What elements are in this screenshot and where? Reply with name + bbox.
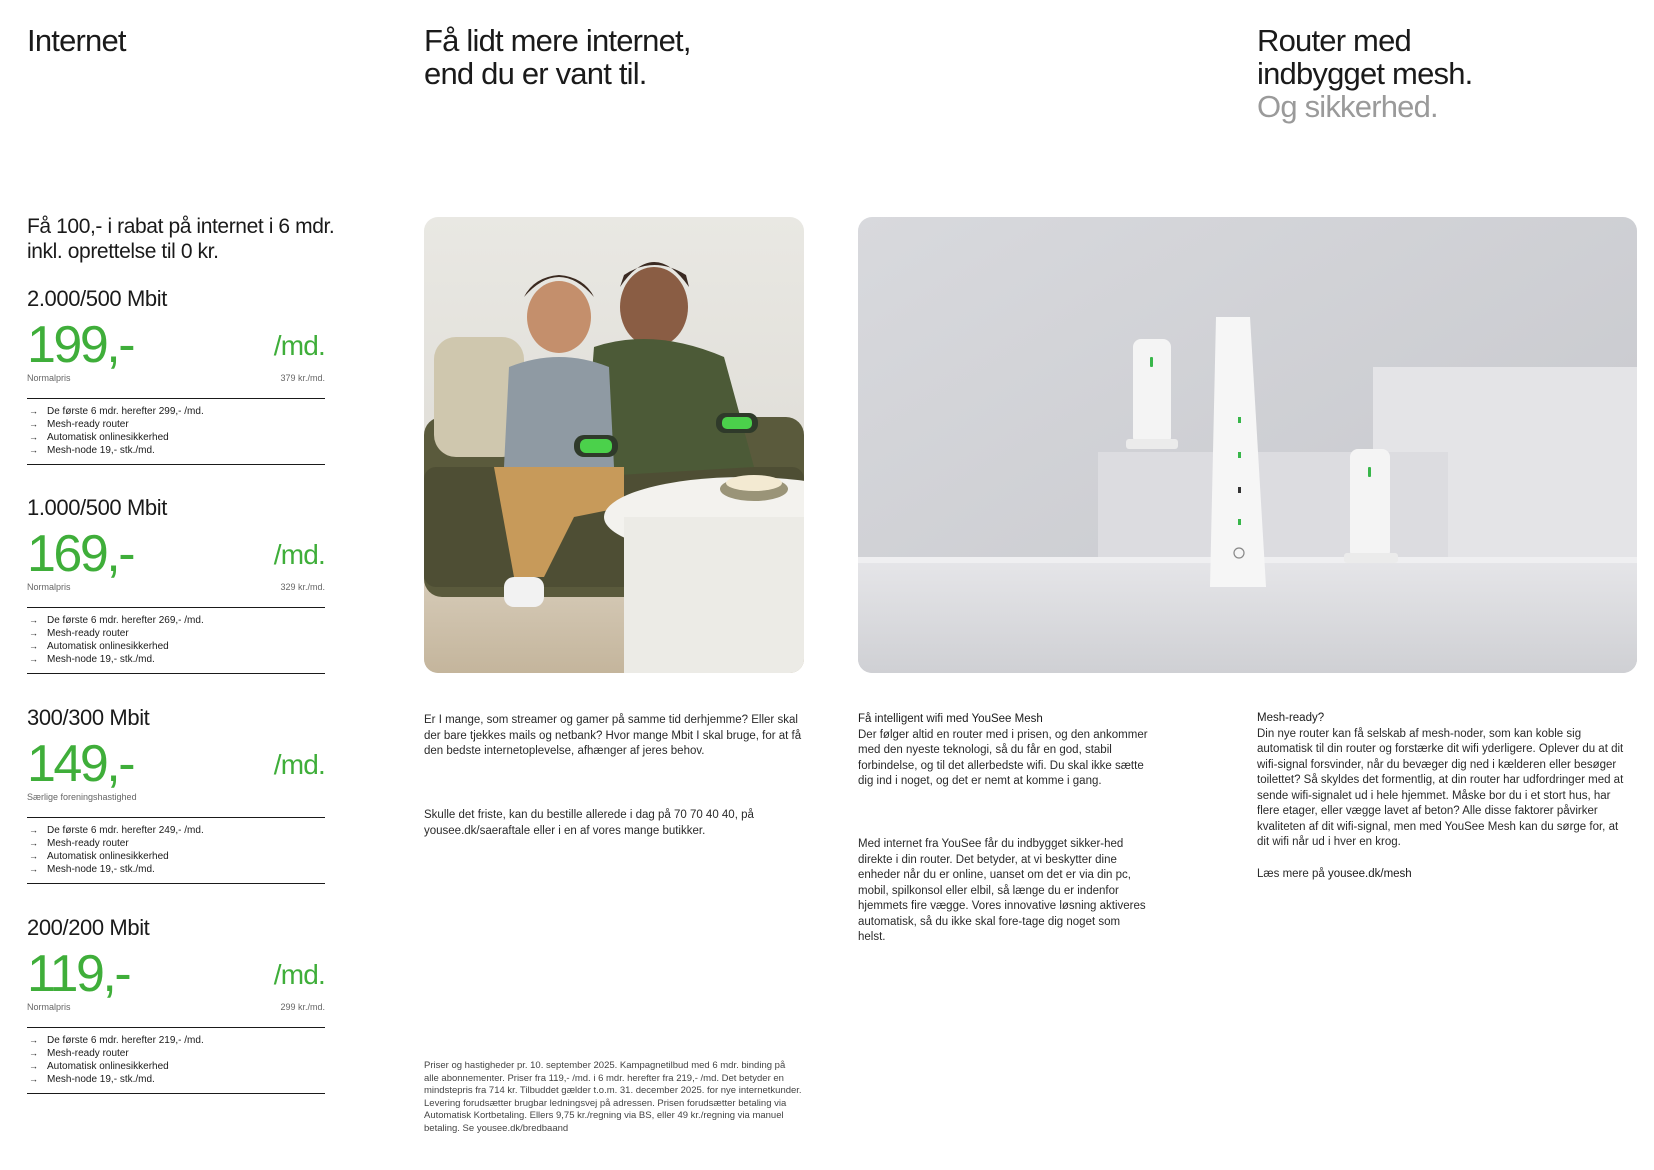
plan-card xyxy=(27,286,325,465)
plan-features xyxy=(27,1027,325,1094)
mesh-info-title: Få intelligent wifi med YouSee Mesh xyxy=(858,713,1043,725)
plan-normal-label: Særlige foreningshastighed xyxy=(27,792,137,802)
plan-feature: → Mesh-node 19,- stk./md. xyxy=(27,444,325,457)
mesh-ready-paragraph: Din nye router kan få selskab af mesh-noder, som kan koble sig automatisk til din router og forstærke dit wifi yderligere. Oplever du at dit wifi-signal forsvinder, når du bevæger dig ned i kælderen eller besøger toilettet? Så skyldes det formentlig, at din router har udfordringer med at sende wifi-signalet ud i hele hjemmet. Måske bor du i et stort hus, har flere etager, eller vægge lavet af beton? Alle disse faktorer påvirker kvaliteten af dit wifi-signal, men med YouSee Mesh kan du sørge for, at dit wifi når ud i hver en krog. xyxy=(1257,727,1624,848)
plan-feature: → Automatisk onlinesikkerhed xyxy=(27,1060,325,1073)
plan-feature: → Automatisk onlinesikkerhed xyxy=(27,640,325,653)
plan-feature: → De første 6 mdr. herefter 219,- /md. xyxy=(27,1034,325,1047)
plan-per-month: /md. xyxy=(273,959,325,990)
read-more-prefix: Læs mere på xyxy=(1257,867,1328,880)
family-gaming-illustration xyxy=(424,217,804,673)
price-footnote: Priser og hastigheder pr. 10. september 2025. Kampagnetilbud med 6 mdr. binding på alle abonnementer. Priser fra 119,- /md. i 6 mdr. herefter fra 219,- /md. Det betyder en mindstepris fra 714 kr. Tilbuddet gælder t.o.m. 31. december 2025. for nye internetkunder. Levering forudsætter brugbar ledningsvej på adressen. Prisen forudsætter betaling via Automatisk Kortbetaling. Ellers 9,75 kr./regning via BS, eller 49 kr./regning via manuel betaling. Se yousee.dk/bredbaand xyxy=(424,1060,802,1134)
plan-per-month: /md. xyxy=(273,749,325,780)
plan-features xyxy=(27,817,325,884)
heading-line: indbygget mesh. xyxy=(1257,56,1473,91)
plan-feature: → Mesh-ready router xyxy=(27,418,325,431)
discount-intro: Få 100,- i rabat på internet i 6 mdr. inkl. oprettelse til 0 kr. xyxy=(27,215,335,263)
mesh-info-paragraph: Der følger altid en router med i prisen, og den ankommer med den nyeste teknologi, så du får en god, stabil forbindelse, og til det allerbedste wifi. Du skal ikke sætte dig ind i noget, og det er nemt at komme i gang. xyxy=(858,728,1148,787)
mesh-read-more xyxy=(1257,867,1627,883)
section-heading-router xyxy=(1257,24,1617,123)
plan-per-month: /md. xyxy=(273,539,325,570)
router-mesh-photo xyxy=(858,217,1637,673)
plan-price: 119,- xyxy=(27,945,130,1003)
plan-feature: → Mesh-node 19,- stk./md. xyxy=(27,863,325,876)
heading-line: end du er vant til. xyxy=(424,56,647,91)
plan-normal-price: 379 kr./md. xyxy=(280,373,325,383)
plan-speed: 1.000/500 Mbit xyxy=(27,495,167,520)
heading-line-gray: Og sikkerhed. xyxy=(1257,89,1438,124)
mesh-ready-block xyxy=(1257,711,1627,882)
plan-normal-price: 329 kr./md. xyxy=(280,582,325,592)
plan-normal-label: Normalpris xyxy=(27,373,71,383)
plan-card xyxy=(27,495,325,674)
security-paragraph: Med internet fra YouSee får du indbygget sikker-hed direkte i din router. Det betyder, at vi beskytter dine enheder når du er online, uanset om det er via din pc, mobil, spilkonsol eller elbil, så længe du er indenfor hjemmets fire vægge. Vores innovative løsning aktiveres automatisk, så du ikke skal fore-tage dig noget som helst. xyxy=(858,838,1146,943)
heading-line: Router med xyxy=(1257,23,1411,58)
plan-normal-price: 299 kr./md. xyxy=(280,1002,325,1012)
plan-speed: 200/200 Mbit xyxy=(27,915,150,940)
plan-feature: → Mesh-ready router xyxy=(27,627,325,640)
plan-features xyxy=(27,398,325,465)
plan-feature: → Mesh-node 19,- stk./md. xyxy=(27,653,325,666)
plan-feature: → Mesh-node 19,- stk./md. xyxy=(27,1073,325,1086)
mesh-ready-title: Mesh-ready? xyxy=(1257,712,1325,724)
plan-feature: → Mesh-ready router xyxy=(27,837,325,850)
plan-speed: 300/300 Mbit xyxy=(27,705,150,730)
intro-paragraph: Er I mange, som streamer og gamer på samme tid derhjemme? Eller skal der bare tjekkes mails og netbank? Hvor mange Mbit I skal bruge, for at få den bedste internetoplevelse, afhænger af jeres behov. xyxy=(424,714,802,757)
plan-normal-label: Normalpris xyxy=(27,582,71,592)
plan-price: 199,- xyxy=(27,316,134,374)
plan-feature: → Automatisk onlinesikkerhed xyxy=(27,850,325,863)
heading-line: Få lidt mere internet, xyxy=(424,23,691,58)
mesh-info-block xyxy=(858,712,1148,790)
plan-card xyxy=(27,705,325,884)
plan-feature: → Automatisk onlinesikkerhed xyxy=(27,431,325,444)
plan-feature: → De første 6 mdr. herefter 299,- /md. xyxy=(27,405,325,418)
plan-feature: → De første 6 mdr. herefter 249,- /md. xyxy=(27,824,325,837)
plan-feature: → Mesh-ready router xyxy=(27,1047,325,1060)
plan-normal-label: Normalpris xyxy=(27,1002,71,1012)
page-heading-internet: Internet xyxy=(27,23,126,58)
family-gaming-photo xyxy=(424,217,804,673)
plan-features xyxy=(27,607,325,674)
mesh-link[interactable]: yousee.dk/mesh xyxy=(1327,867,1412,880)
plan-speed: 2.000/500 Mbit xyxy=(27,286,167,311)
plan-card xyxy=(27,915,325,1094)
plan-price: 169,- xyxy=(27,525,134,583)
router-mesh-illustration xyxy=(858,217,1637,673)
order-paragraph: Skulle det friste, kan du bestille allerede i dag på 70 70 40 40, på yousee.dk/saeraftale eller i en af vores mange butikker. xyxy=(424,809,754,837)
section-heading-internet xyxy=(424,24,824,90)
plan-feature: → De første 6 mdr. herefter 269,- /md. xyxy=(27,614,325,627)
plan-per-month: /md. xyxy=(273,330,325,361)
plan-price: 149,- xyxy=(27,735,134,793)
